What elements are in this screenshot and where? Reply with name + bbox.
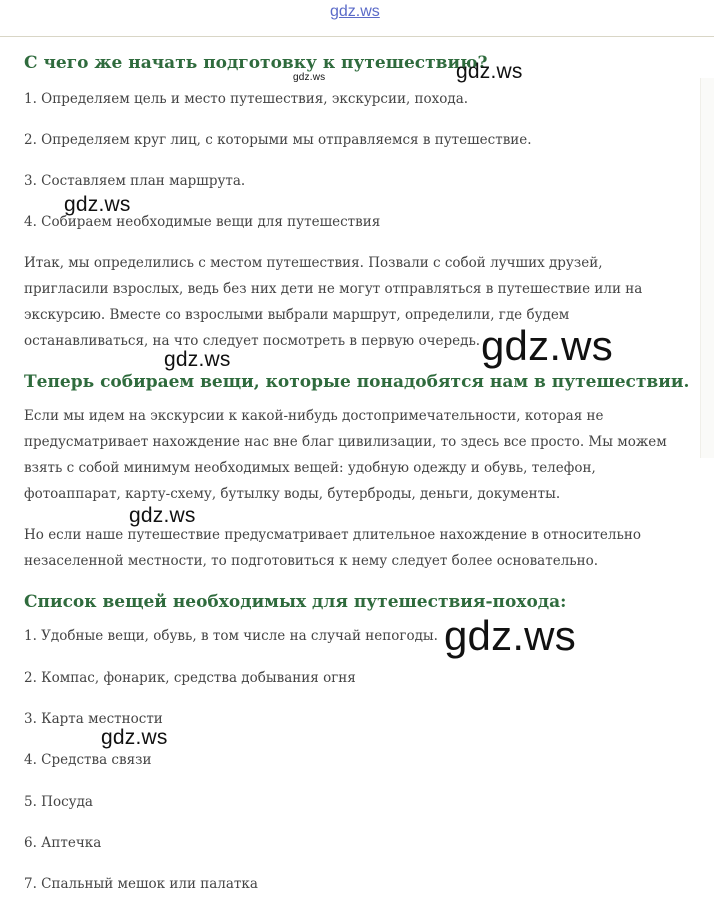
section-heading-packing: Теперь собираем вещи, которые понадобятся нам в путешествии. (24, 372, 690, 392)
paragraph-line: Если мы идем на экскурсии к какой-нибудь достопримечательности, которая не (24, 408, 604, 424)
paragraph-line: Итак, мы определились с местом путешествия. Позвали с собой лучших друзей, (24, 255, 603, 271)
list-item: 4. Средства связи (24, 752, 152, 768)
list-item: 7. Спальный мешок или палатка (24, 876, 258, 892)
watermark: gdz.ws (129, 504, 196, 527)
list-item: 2. Определяем круг лиц, с которыми мы отправляемся в путешествие. (24, 132, 532, 148)
right-sidebar-edge (700, 78, 714, 458)
watermark: gdz.ws (481, 322, 613, 369)
list-item: 6. Аптечка (24, 835, 102, 851)
paragraph-line: предусматривает нахождение нас вне благ цивилизации, то здесь все просто. Мы можем (24, 434, 667, 450)
watermark: gdz.ws (456, 60, 523, 83)
watermark: gdz.ws (64, 193, 131, 216)
list-item: 5. Посуда (24, 794, 93, 810)
paragraph-line: взять с собой минимум необходимых вещей: удобную одежду и обувь, телефон, (24, 460, 596, 476)
paragraph-line: экскурсию. Вместе со взрослыми выбрали маршрут, определили, где будем (24, 307, 570, 323)
site-logo-link[interactable]: gdz.ws (330, 3, 380, 20)
watermark: gdz.ws (101, 726, 168, 749)
list-item: 4. Собираем необходимые вещи для путешествия (24, 214, 381, 230)
list-item: 1. Определяем цель и место путешествия, экскурсии, похода. (24, 91, 469, 107)
paragraph-line: фотоаппарат, карту-схему, бутылку воды, бутерброды, деньги, документы. (24, 486, 561, 502)
list-item: 3. Карта местности (24, 711, 163, 727)
paragraph-line: Но если наше путешествие предусматривает длительное нахождение в относительно (24, 527, 641, 543)
top-header (0, 0, 714, 37)
list-item: 1. Удобные вещи, обувь, в том числе на случай непогоды. (24, 628, 438, 644)
paragraph-line: останавливаться, на что следует посмотреть в первую очередь. (24, 333, 481, 349)
list-item: 2. Компас, фонарик, средства добывания огня (24, 670, 356, 686)
list-item: 3. Составляем план маршрута. (24, 173, 246, 189)
section-heading-preparation: С чего же начать подготовку к путешествию? (24, 53, 488, 73)
watermark: gdz.ws (444, 612, 576, 659)
watermark: gdz.ws (293, 72, 326, 83)
section-heading-list: Список вещей необходимых для путешествия-похода: (24, 592, 567, 612)
paragraph-line: незаселенной местности, то подготовиться к нему следует более основательно. (24, 553, 599, 569)
paragraph-line: пригласили взрослых, ведь без них дети не могут отправляться в путешествие или на (24, 281, 643, 297)
watermark: gdz.ws (164, 348, 231, 371)
